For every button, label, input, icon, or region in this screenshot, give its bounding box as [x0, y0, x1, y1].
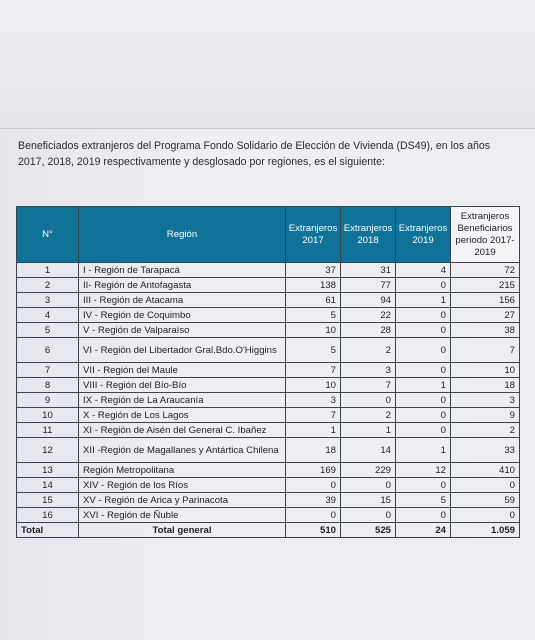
table-row [17, 408, 520, 423]
cell-num: 3 [17, 293, 79, 308]
cell-2019: 0 [396, 478, 451, 493]
table-row [17, 393, 520, 408]
cell-2017: 5 [286, 338, 341, 363]
cell-region: VI - Región del Libertador Gral.Bdo.O'Higgins [79, 338, 286, 363]
cell-2017: 1 [286, 423, 341, 438]
cell-total: 3 [451, 393, 520, 408]
cell-num: 12 [17, 438, 79, 463]
table-row [17, 293, 520, 308]
cell-region: IX - Región de La Araucanía [79, 393, 286, 408]
cell-region: V - Región de Valparaíso [79, 323, 286, 338]
cell-region: I - Región de Tarapacá [79, 263, 286, 278]
cell-total: 0 [451, 508, 520, 523]
cell-region: VII - Región del Maule [79, 363, 286, 378]
beneficiaries-table [16, 206, 520, 538]
cell-num: 13 [17, 463, 79, 478]
header-total-period: Extranjeros Beneficiarios periodo 2017-2019 [451, 207, 520, 263]
cell-2018: 1 [341, 423, 396, 438]
table-row [17, 263, 520, 278]
cell-2018: 15 [341, 493, 396, 508]
cell-2019: 12 [396, 463, 451, 478]
cell-region: Región Metropolitana [79, 463, 286, 478]
cell-2017: 7 [286, 408, 341, 423]
cell-total: 0 [451, 478, 520, 493]
cell-2018: 28 [341, 323, 396, 338]
total-2019: 24 [396, 523, 451, 538]
cell-num: 6 [17, 338, 79, 363]
cell-num: 7 [17, 363, 79, 378]
cell-2018: 94 [341, 293, 396, 308]
table-body [17, 263, 520, 538]
cell-2019: 1 [396, 293, 451, 308]
cell-num: 1 [17, 263, 79, 278]
cell-total: 7 [451, 338, 520, 363]
cell-2018: 229 [341, 463, 396, 478]
table-row [17, 378, 520, 393]
table-row [17, 493, 520, 508]
cell-2018: 2 [341, 338, 396, 363]
table-row [17, 423, 520, 438]
table-row [17, 338, 520, 363]
cell-2017: 3 [286, 393, 341, 408]
header-num: N° [17, 207, 79, 263]
cell-total: 156 [451, 293, 520, 308]
cell-2017: 0 [286, 508, 341, 523]
cell-2019: 0 [396, 408, 451, 423]
table-row [17, 278, 520, 293]
cell-num: 11 [17, 423, 79, 438]
cell-2019: 0 [396, 393, 451, 408]
cell-num: 9 [17, 393, 79, 408]
cell-2017: 61 [286, 293, 341, 308]
cell-num: 8 [17, 378, 79, 393]
cell-region: XVI - Región de Ñuble [79, 508, 286, 523]
cell-total: 410 [451, 463, 520, 478]
cell-2017: 10 [286, 323, 341, 338]
cell-region: III - Región de Atacama [79, 293, 286, 308]
cell-region: XI - Región de Aisén del General C. Ibañez [79, 423, 286, 438]
cell-2018: 7 [341, 378, 396, 393]
cell-region: X - Región de Los Lagos [79, 408, 286, 423]
table-row [17, 323, 520, 338]
cell-2018: 0 [341, 393, 396, 408]
cell-region: XV - Región de Arica y Parinacota [79, 493, 286, 508]
cell-total: 72 [451, 263, 520, 278]
cell-2019: 0 [396, 423, 451, 438]
cell-region: XIV - Región de los Ríos [79, 478, 286, 493]
table-total-row [17, 523, 520, 538]
background-sheet [0, 0, 535, 129]
cell-2018: 31 [341, 263, 396, 278]
cell-total: 38 [451, 323, 520, 338]
cell-2017: 39 [286, 493, 341, 508]
table-row [17, 478, 520, 493]
intro-paragraph [18, 138, 518, 170]
cell-2017: 0 [286, 478, 341, 493]
cell-total: 9 [451, 408, 520, 423]
total-general-label: Total general [79, 523, 286, 538]
cell-2017: 138 [286, 278, 341, 293]
cell-2017: 37 [286, 263, 341, 278]
cell-2019: 0 [396, 363, 451, 378]
cell-total: 33 [451, 438, 520, 463]
cell-total: 2 [451, 423, 520, 438]
cell-2017: 169 [286, 463, 341, 478]
cell-2018: 22 [341, 308, 396, 323]
cell-2017: 5 [286, 308, 341, 323]
cell-total: 27 [451, 308, 520, 323]
intro-line-2: 2017, 2018, 2019 respectivamente y desglosado por regiones, es el siguiente: [18, 156, 385, 168]
table-row [17, 438, 520, 463]
cell-num: 16 [17, 508, 79, 523]
cell-2017: 10 [286, 378, 341, 393]
table-row [17, 363, 520, 378]
cell-2018: 77 [341, 278, 396, 293]
cell-region: II- Región de Antofagasta [79, 278, 286, 293]
cell-num: 14 [17, 478, 79, 493]
cell-2019: 0 [396, 323, 451, 338]
cell-2019: 1 [396, 378, 451, 393]
cell-num: 10 [17, 408, 79, 423]
cell-2018: 2 [341, 408, 396, 423]
header-2017: Extranjeros 2017 [286, 207, 341, 263]
cell-2018: 14 [341, 438, 396, 463]
cell-2018: 3 [341, 363, 396, 378]
table-row [17, 463, 520, 478]
cell-2018: 0 [341, 508, 396, 523]
cell-2019: 0 [396, 278, 451, 293]
cell-region: IV - Región de Coquimbo [79, 308, 286, 323]
header-region: Región [79, 207, 286, 263]
total-period: 1.059 [451, 523, 520, 538]
cell-2019: 0 [396, 338, 451, 363]
cell-total: 18 [451, 378, 520, 393]
cell-2019: 5 [396, 493, 451, 508]
cell-num: 4 [17, 308, 79, 323]
cell-total: 59 [451, 493, 520, 508]
cell-2017: 7 [286, 363, 341, 378]
total-2017: 510 [286, 523, 341, 538]
cell-2019: 1 [396, 438, 451, 463]
cell-2019: 0 [396, 508, 451, 523]
table-row [17, 308, 520, 323]
header-2019: Extranjeros 2019 [396, 207, 451, 263]
total-2018: 525 [341, 523, 396, 538]
cell-region: XII -Región de Magallanes y Antártica Chilena [79, 438, 286, 463]
header-2018: Extranjeros 2018 [341, 207, 396, 263]
cell-total: 10 [451, 363, 520, 378]
table-row [17, 508, 520, 523]
total-label: Total [17, 523, 79, 538]
cell-2019: 0 [396, 308, 451, 323]
intro-line-1: Beneficiados extranjeros del Programa Fondo Solidario de Elección de Vivienda (DS49), en los años [18, 140, 491, 152]
table-header-row [17, 207, 520, 263]
cell-num: 2 [17, 278, 79, 293]
cell-total: 215 [451, 278, 520, 293]
cell-2019: 4 [396, 263, 451, 278]
cell-num: 15 [17, 493, 79, 508]
cell-region: VIII - Región del Bío-Bío [79, 378, 286, 393]
cell-2017: 18 [286, 438, 341, 463]
cell-2018: 0 [341, 478, 396, 493]
cell-num: 5 [17, 323, 79, 338]
